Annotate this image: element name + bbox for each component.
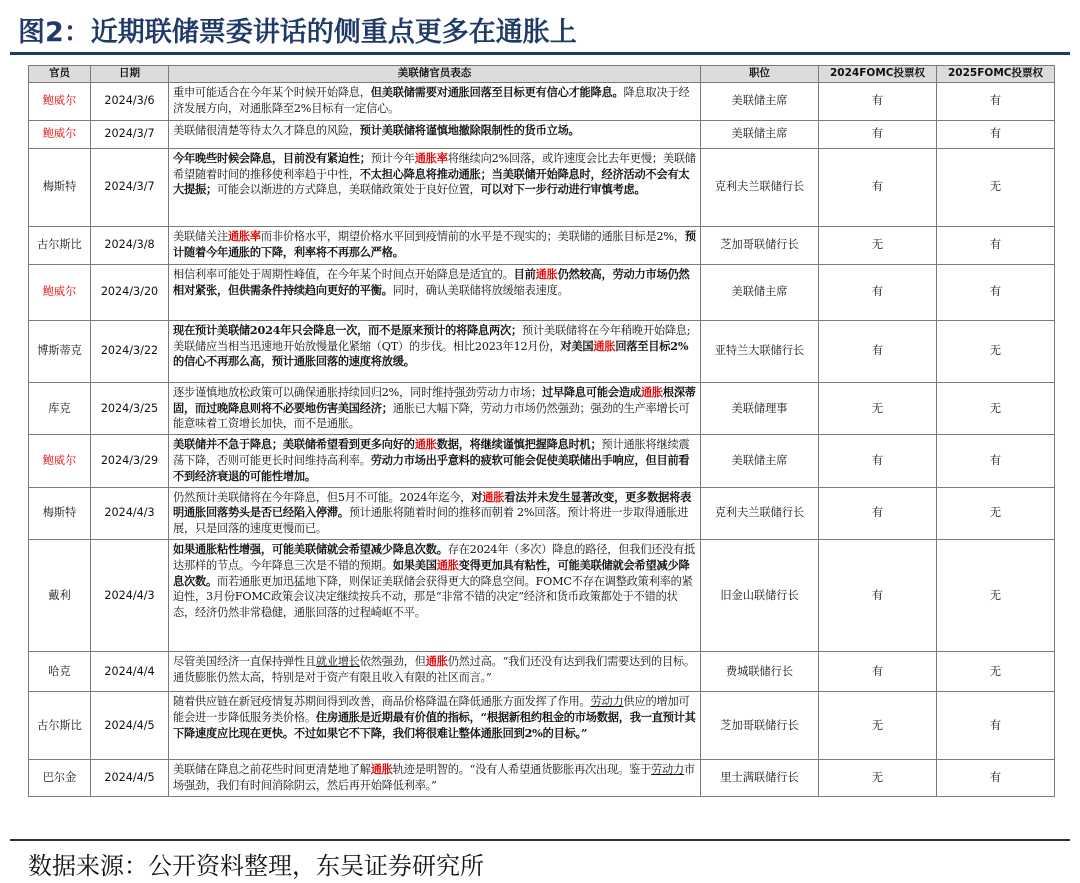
statement-segment: 而若通胀更加迅猛地下降，则保证美联储会获得更大的降息空间。FOMC不存在调整政策利率的紧迫性，3月份FOMC政策会议决定继续按兵不动，那是“非常不错的决定”经济和货币政策都处于不错的状态，经济仍然非常稳健，通胀回落的过程崎岖不平。 [173, 574, 693, 620]
official-name: 古尔斯比 [29, 226, 91, 264]
statement-segment: 如果美国 [392, 557, 437, 572]
inflation-highlight: 通胀 [482, 489, 505, 504]
statement-segment: 可能会以渐进的方式降息，美联储政策处于良好位置， [216, 183, 481, 197]
statement-segment: 现在预计美联储2024年只会降息一次，而不是原来预计的将降息两次； [173, 322, 522, 337]
statement-segment: 回落至目标2%的信心不再那么高，预计通胀回落的速度将放缓。 [173, 338, 689, 369]
statement-date: 2024/4/5 [91, 691, 169, 759]
vote-2025: 无 [937, 320, 1055, 382]
official-position: 美联储主席 [701, 264, 819, 320]
vote-2024: 有 [819, 120, 937, 148]
vote-2025: 有 [937, 759, 1055, 796]
statements-table-wrapper [28, 65, 1054, 797]
statement-segment: 相信利率可能处于周期性峰值，在今年某个时间点开始降息是适宜的。 [173, 267, 514, 281]
header-position: 职位 [701, 66, 819, 83]
vote-2025: 无 [937, 487, 1055, 539]
statement-segment: 劳动力市场出乎意料的疲软可能会促使美联储出手响应，但目前看不到经济衰退的可能性增加。 [173, 452, 690, 483]
statement-date: 2024/4/4 [91, 651, 169, 691]
statement-date: 2024/4/3 [91, 487, 169, 539]
statement-date: 2024/3/22 [91, 320, 169, 382]
inflation-highlight: 通胀 [535, 266, 558, 281]
statement-segment: 而非价格水平，期望价格水平回到疫情前的水平是不现实的；美联储的通胀目标是2%， [260, 229, 685, 243]
official-name: 梅斯特 [29, 487, 91, 539]
header-statement: 美联储官员表态 [169, 66, 701, 83]
official-position: 美联储主席 [701, 435, 819, 487]
official-position: 克利夫兰联储行长 [701, 487, 819, 539]
statement-segment: 根深蒂固，而过晚降息则将不必要地伤害美国经济； [173, 384, 696, 415]
inflation-highlight: 通胀 [640, 384, 663, 399]
table-row [29, 120, 1055, 148]
statement-segment: 预计通胀将随着时间的推移而朝着 2%回落。预计将进一步取得通胀进展，只是回落的速度更慢而已。 [173, 506, 689, 536]
statement-segment: 存在2024年（多次）降息的路径，但我们还没有抵达那样的节点。今年降息三次是不错的预期。 [173, 542, 696, 572]
statement-text [169, 226, 701, 264]
statement-segment: 数据，将继续谨慎把握降息时机； [436, 437, 602, 452]
title-bar [10, 4, 1070, 54]
table-row [29, 487, 1055, 539]
statement-segment: 美联储很清楚等待太久才降息的风险， [173, 123, 360, 137]
official-position: 芝加哥联储行长 [701, 691, 819, 759]
inflation-highlight: 通胀率 [414, 150, 448, 165]
statement-segment: 看法并未发生显著改变，更多数据将表明通胀回落势头是否已经陷入停滞。 [173, 489, 692, 520]
statement-segment: 供应的增加可能会进一步降低服务类价格。 [173, 694, 690, 724]
statement-segment: 尽管美国经济一直保持弹性且 [173, 654, 316, 668]
table-row [29, 651, 1055, 691]
official-position: 克利夫兰联储行长 [701, 148, 819, 226]
statement-segment: 如果通胀粘性增强，可能美联储就会希望减少降息次数。 [173, 541, 448, 556]
vote-2025: 有 [937, 264, 1055, 320]
statement-segment: 降息取决于经济发展方向，对通胀降至2%目标有一定信心。 [173, 85, 690, 115]
statement-segment: 可以对下一步行动进行审慎考虑。 [480, 182, 646, 197]
vote-2025: 有 [937, 120, 1055, 148]
table-row [29, 382, 1055, 434]
table-row [29, 82, 1055, 120]
figure-title: 图2：近期联储票委讲话的侧重点更多在通胀上 [18, 17, 577, 48]
statement-segment: 对美国 [560, 338, 594, 353]
statement-segment: 过早降息可能会造成 [541, 384, 641, 399]
statement-date: 2024/3/7 [91, 148, 169, 226]
inflation-highlight: 通胀 [593, 338, 616, 353]
header-vote-2025: 2025FOMC投票权 [937, 66, 1055, 83]
statement-segment: 劳动力 [590, 694, 624, 708]
vote-2025: 无 [937, 148, 1055, 226]
statement-segment: 预计随着今年通胀的下降，利率将不再那么严格。 [173, 228, 696, 259]
statement-segment: 仍然过高。“我们还没有达到我们需要达到的目标。通货膨胀仍然太高，特别是对于资产有限且收入有限的社区而言。” [173, 654, 695, 684]
official-name: 古尔斯比 [29, 691, 91, 759]
official-name: 库克 [29, 382, 91, 434]
inflation-highlight: 通胀 [414, 437, 437, 452]
official-position: 费城联储行长 [701, 651, 819, 691]
vote-2024: 无 [819, 759, 937, 796]
statement-date: 2024/3/6 [91, 82, 169, 120]
statement-segment: 美联储在降息之前花些时间更清楚地了解 [173, 762, 371, 776]
official-position: 美联储主席 [701, 82, 819, 120]
vote-2025: 无 [937, 539, 1055, 651]
official-name: 巴尔金 [29, 759, 91, 796]
statement-segment: 美联储关注 [173, 229, 228, 243]
statement-date: 2024/3/20 [91, 264, 169, 320]
vote-2024: 有 [819, 651, 937, 691]
table-row [29, 539, 1055, 651]
vote-2024: 无 [819, 226, 937, 264]
official-position: 美联储理事 [701, 382, 819, 434]
official-name: 鲍威尔 [29, 435, 91, 487]
vote-2025: 有 [937, 435, 1055, 487]
official-name: 鲍威尔 [29, 82, 91, 120]
official-name: 戴利 [29, 539, 91, 651]
statement-segment: 不太担心降息将推动通胀；当美联储开始降息时，经济活动不会有太大提振； [173, 166, 690, 197]
header-official: 官员 [29, 66, 91, 83]
statement-segment: 随着供应链在新冠疫情复苏期间得到改善，商品价格降温在降低通胀方面发挥了作用。 [173, 694, 591, 708]
table-row [29, 759, 1055, 796]
official-position: 亚特兰大联储行长 [701, 320, 819, 382]
table-row [29, 226, 1055, 264]
statement-segment: 但美联储需要对通胀回落至目标更有信心才能降息。 [370, 84, 624, 99]
vote-2025: 无 [937, 382, 1055, 434]
table-row [29, 320, 1055, 382]
vote-2024: 有 [819, 148, 937, 226]
vote-2025: 无 [937, 651, 1055, 691]
statement-date: 2024/3/7 [91, 120, 169, 148]
statement-text [169, 539, 701, 651]
statement-segment: 同时，确认美联储将放缓缩表速度。 [392, 283, 569, 297]
inflation-highlight: 通胀 [425, 653, 448, 668]
inflation-highlight: 通胀率 [227, 228, 261, 243]
statement-text [169, 120, 701, 148]
statement-segment: 劳动力 [651, 762, 684, 776]
statement-segment: 依然强劲，但 [359, 654, 426, 668]
statement-segment: 就业增长 [315, 654, 360, 668]
statements-table [28, 65, 1055, 797]
statement-segment: 市场强劲，我们有时间消除阴云，然后再开始降低利率。” [173, 762, 695, 792]
statement-text [169, 82, 701, 120]
inflation-highlight: 通胀 [370, 761, 393, 776]
vote-2024: 有 [819, 539, 937, 651]
title-divider [10, 52, 1070, 55]
statement-date: 2024/3/25 [91, 382, 169, 434]
statement-segment: 住房通胀是近期最有价值的指标，“根据新租约租金的市场数据，我一直预计其下降速度应比现在更快。不过如果它不下降，我们将很难让整体通胀回到2%的目标。” [173, 709, 696, 740]
statement-segment: 仍然较高，劳动力市场仍然相对紧张，但供需条件持续趋向更好的平衡。 [173, 266, 690, 297]
statement-segment: 预计今年 [370, 151, 415, 165]
source-note: 数据来源：公开资料整理，东吴证券研究所 [28, 852, 484, 880]
statement-text [169, 148, 701, 226]
official-position: 芝加哥联储行长 [701, 226, 819, 264]
official-name: 鲍威尔 [29, 120, 91, 148]
official-name: 梅斯特 [29, 148, 91, 226]
statement-segment: 目前 [513, 266, 536, 281]
statement-segment: 通胀已大幅下降，劳动力市场仍然强劲；强劲的生产率增长可能意味着工资增长加快，而不是通胀。 [173, 401, 690, 431]
statement-segment: 重申可能适合在今年某个时候开始降息， [173, 85, 371, 99]
vote-2024: 无 [819, 382, 937, 434]
vote-2025: 有 [937, 691, 1055, 759]
statement-segment: 将继续向2%回落，或许速度会比去年更慢；美联储希望随着时间的推移使利率趋于中性， [173, 151, 696, 181]
statement-text [169, 320, 701, 382]
vote-2024: 有 [819, 320, 937, 382]
statement-segment: 逐步谨慎地放松政策可以确保通胀持续回归2%，同时维持强劲劳动力市场； [173, 385, 542, 399]
statement-segment: 轨迹是明智的。“没有人希望通货膨胀再次出现。鉴于 [392, 762, 651, 776]
table-body [29, 82, 1055, 796]
official-name: 哈克 [29, 651, 91, 691]
official-name: 鲍威尔 [29, 264, 91, 320]
statement-text [169, 382, 701, 434]
official-position: 里士满联储行长 [701, 759, 819, 796]
table-row [29, 435, 1055, 487]
statement-date: 2024/4/3 [91, 539, 169, 651]
vote-2024: 有 [819, 435, 937, 487]
vote-2024: 有 [819, 487, 937, 539]
table-header-row [29, 66, 1055, 83]
statement-segment: 今年晚些时候会降息，目前没有紧迫性； [173, 150, 371, 165]
statement-segment: 对 [471, 489, 483, 504]
statement-segment: 预计通胀将继续震荡下降，否则可能更长时间维持高利率。 [173, 438, 690, 467]
header-date: 日期 [91, 66, 169, 83]
statement-text [169, 691, 701, 759]
statement-text [169, 264, 701, 320]
inflation-highlight: 通胀 [436, 557, 459, 572]
official-name: 博斯蒂克 [29, 320, 91, 382]
table-row [29, 148, 1055, 226]
statement-segment: 预计美联储将谨慎地撤除限制性的货币立场。 [359, 122, 580, 137]
vote-2025: 有 [937, 226, 1055, 264]
statement-text [169, 651, 701, 691]
statement-date: 2024/4/5 [91, 759, 169, 796]
statement-segment: 预计美联储将在今年稍晚开始降息;美联储应当相当迅速地开始放慢量化紧缩（QT）的步伐。相比2023年12月份， [173, 323, 691, 353]
bottom-divider [10, 839, 1070, 841]
statement-segment: 仍然预计美联储将在今年降息，但5月不可能。2024年迄今， [173, 490, 472, 504]
official-position: 旧金山联储行长 [701, 539, 819, 651]
table-row [29, 264, 1055, 320]
statement-segment: 美联储并不急于降息；美联储希望看到更多向好的 [173, 437, 415, 452]
table-row [29, 691, 1055, 759]
statement-text [169, 759, 701, 796]
vote-2024: 有 [819, 82, 937, 120]
header-vote-2024: 2024FOMC投票权 [819, 66, 937, 83]
statement-text [169, 487, 701, 539]
vote-2024: 有 [819, 264, 937, 320]
statement-segment: 变得更加具有粘性，可能美联储就会希望减少降息次数。 [173, 557, 690, 588]
statement-date: 2024/3/8 [91, 226, 169, 264]
official-position: 美联储主席 [701, 120, 819, 148]
vote-2025: 有 [937, 82, 1055, 120]
vote-2024: 无 [819, 691, 937, 759]
statement-text [169, 435, 701, 487]
statement-date: 2024/3/29 [91, 435, 169, 487]
